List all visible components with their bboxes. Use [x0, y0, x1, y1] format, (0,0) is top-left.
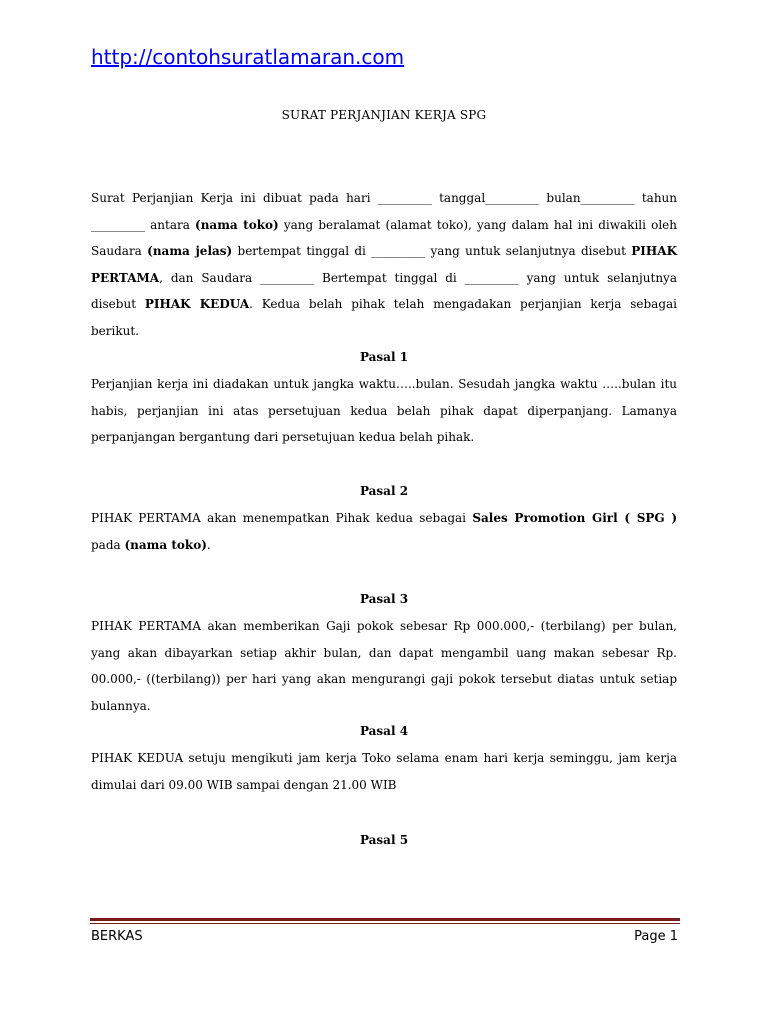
section-heading-pasal-3: Pasal 3 [359, 592, 409, 606]
text-run: . Kedua belah pihak telah mengadakan perjanjian kerja sebagai berikut. [91, 297, 678, 338]
text-run: , dan Saudara _________ Bertempat tinggal di _________ yang untuk selanjutnya disebut [91, 270, 677, 311]
bold-text-run: PIHAK PERTAMA [91, 244, 677, 285]
text-run: PIHAK KEDUA setuju mengikuti jam kerja Toko selama enam hari kerja seminggu, jam kerja dimulai dari 09.00 WIB sampai dengan 21.00 WIB [91, 751, 677, 792]
footer-divider-thin [90, 923, 680, 924]
footer-label: BERKAS [91, 929, 143, 944]
bold-text-run: (nama jelas) [147, 244, 233, 258]
intro-paragraph [91, 185, 677, 344]
site-link[interactable]: http://contohsuratlamaran.com [91, 45, 405, 69]
bold-text-run: PIHAK KEDUA [144, 297, 250, 311]
section-body-pasal-4 [91, 745, 677, 798]
section-body-pasal-3 [91, 613, 677, 719]
text-run: Perjanjian kerja ini diadakan untuk jangka waktu…..bulan. Sesudah jangka waktu …..bulan itu habis, perjanjian ini atas persetujuan kedua belah pihak dapat diperpanjang. Lamanya perpanjangan bergantung dari persetujuan kedua belah pihak. [91, 377, 677, 444]
text-run: pada [91, 537, 125, 552]
text-run: yang beralamat (alamat toko), yang dalam hal ini diwakili oleh Saudara [91, 217, 677, 258]
section-heading-pasal-4: Pasal 4 [359, 724, 409, 738]
text-run: Surat Perjanjian Kerja ini dibuat pada hari _________ tanggal_________ bulan_________ tahun _________ antara [91, 191, 677, 232]
bold-text-run: (nama toko) [124, 537, 207, 552]
footer-divider [90, 918, 680, 921]
page-number: Page 1 [634, 929, 678, 944]
text-run: PIHAK PERTAMA akan menempatkan Pihak kedua sebagai [91, 511, 473, 525]
document-title: SURAT PERJANJIAN KERJA SPG [281, 108, 487, 122]
text-run: PIHAK PERTAMA akan memberikan Gaji pokok sebesar Rp 000.000,- (terbilang) per bulan, yang akan dibayarkan setiap akhir bulan, dan dapat mengambil uang makan sebesar Rp. 00.000,- ((terbilang)) per hari yang akan mengurangi gaji pokok tersebut diatas untuk setiap bulannya. [91, 619, 677, 713]
text-run: . [206, 537, 211, 552]
bold-text-run: Sales Promotion Girl ( SPG ) [472, 511, 677, 525]
section-heading-pasal-5: Pasal 5 [359, 833, 409, 847]
section-body-pasal-2 [91, 505, 677, 558]
section-heading-pasal-2: Pasal 2 [359, 484, 409, 498]
bold-text-run: (nama toko) [195, 217, 279, 232]
text-run: bertempat tinggal di _________ yang untuk selanjutnya disebut [232, 244, 632, 258]
section-heading-pasal-1: Pasal 1 [359, 350, 409, 364]
section-body-pasal-1 [91, 371, 677, 451]
